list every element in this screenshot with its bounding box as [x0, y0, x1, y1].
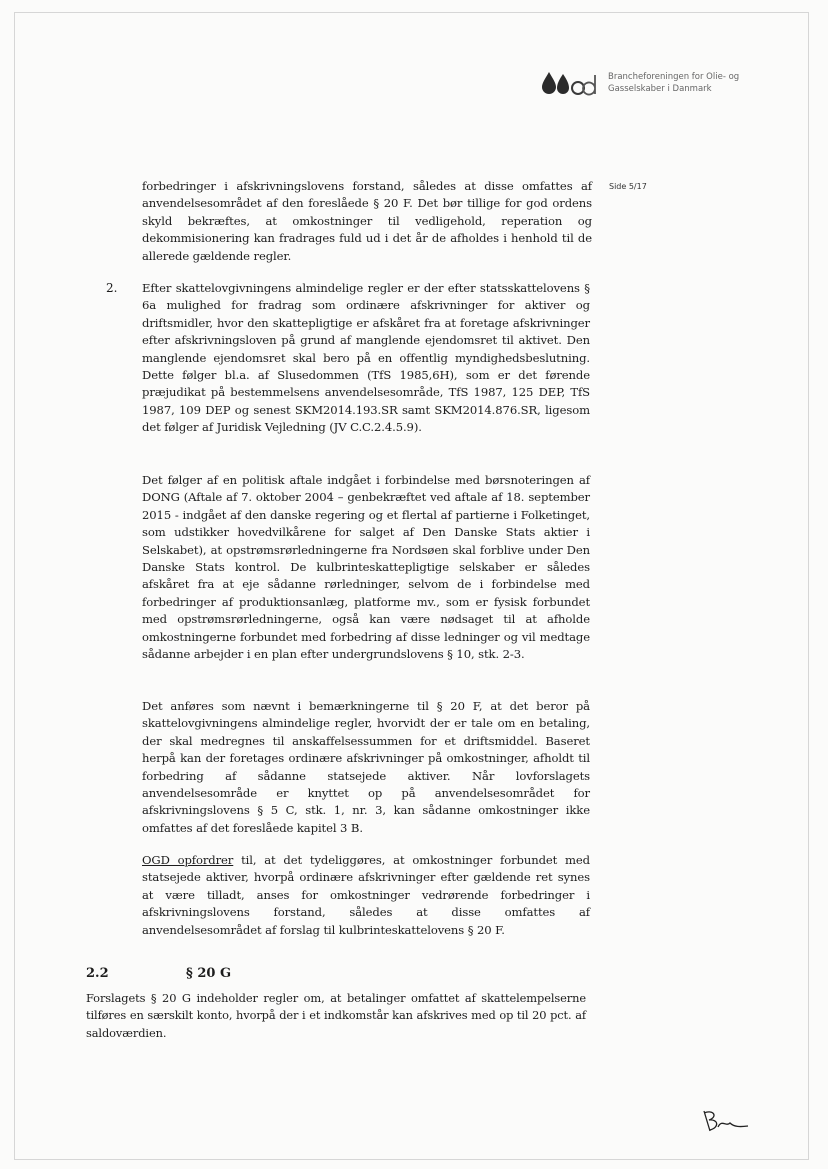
signature: [700, 1105, 750, 1137]
org-name: [608, 71, 739, 95]
paragraph-ogd-request: [142, 852, 590, 939]
ogd-logo: [540, 60, 610, 100]
ogd-request-rest: til, at det tydeliggøres, at omkostninger forbundet med statsejede aktiver, hvorpå ordinære afskrivninger efter gældende ret synes at være tilladt, anses for omkostninger vedrørende forbedringer i afskrivningslovens forstand, således at disse omfattes af anvendelsesområdet af forslag til kulbrinteskattelovens § 20 F.: [142, 853, 591, 937]
paragraph-commentary: Det anføres som nævnt i bemærkningerne til § 20 F, at det beror på skattelovgivningens almindelige regler, hvorvidt der er tale om en betaling, der skal medregnes til anskaffelsessummen for et driftsmiddel. Baseret herpå kan der foretages ordinære afskrivninger på omkostninger, afholdt til forbedring af sådanne statsejede aktiver. Når lovforslagets anvendelsesområde er knyttet op på anvendelsesområdet for afskrivningslovens § 5 C, stk. 1, nr. 3, kan sådanne omkostninger ikke omfattes af det foreslåede kapitel 3 B.: [142, 699, 590, 835]
list-item-number: 2.: [106, 281, 118, 295]
ogd-request-lead: OGD opfordrer: [142, 853, 234, 867]
section-paragraph: Forslagets § 20 G indeholder regler om, at betalinger omfattet af skattelempelserne tilføres en særskilt konto, hvorpå der i et indkomstår kan afskrives med op til 20 pct. af saldoværdien.: [86, 991, 586, 1040]
paragraph-item-2: Efter skattelovgivningens almindelige regler er der efter statsskattelovens § 6a mulighed for fradrag som ordinære afskrivninger for aktiver og driftsmidler, hvor den skattepligtige er afskåret fra at foretage afskrivninger efter afskrivningsloven på grund af manglende ejendomsret til aktivet. Den manglende ejendomsret skal bero på en offentlig myndighedsbeslutning. Dette følger bl.a. af Slusedommen (TfS 1985,6H), som er det førende præjudikat på bestemmelsens anvendelsesområde, TfS 1987, 125 DEP, TfS 1987, 109 DEP og senest SKM2014.193.SR samt SKM2014.876.SR, ligesom det følger af Juridisk Vejledning (JV C.C.2.4.5.9).: [142, 281, 590, 435]
paragraph-dong-agreement: Det følger af en politisk aftale indgået i forbindelse med børsnoteringen af DONG (Aftale af 7. oktober 2004 – genbekræftet ved aftale af 18. september 2015 - indgået af den danske regering og et flertal af partierne i Folketinget, som udstikker hovedvilkårene for salget af Den Danske Stats aktier i Selskabet), at opstrømsrørledningerne fra Nordsøen skal forblive under Den Danske Stats kontrol. De kulbrinteskattepligtige selskaber er således afskåret fra at eje sådanne rørledninger, selvom de i forbindelse med forbedringer af produktionsanlæg, platforme mv., som er fysisk forbundet med opstrømsrørledningerne, også kan være nødsaget til at afholde omkostningerne forbundet med forbedring af disse ledninger og vil medtage sådanne arbejder i en plan efter undergrundslovens § 10, stk. 2-3.: [142, 473, 590, 662]
section-number: 2.2: [86, 966, 109, 981]
paragraph-intro: forbedringer i afskrivningslovens forstand, således at disse omfattes af anvendelsesområdet af den foreslåede § 20 F. Det bør tillige for god ordens skyld bekræftes, at omkostninger til vedligehold, reperation og dekommisionering kan fradrages fuld ud i det år de afholdes i henhold til de allerede gældende regler.: [142, 179, 592, 263]
org-name-line2: Gasselskaber i Danmark: [608, 84, 712, 94]
section-title: § 20 G: [186, 966, 232, 981]
page-number: Side 5/17: [609, 182, 647, 191]
org-name-line1: Brancheforeningen for Olie- og: [608, 72, 740, 82]
